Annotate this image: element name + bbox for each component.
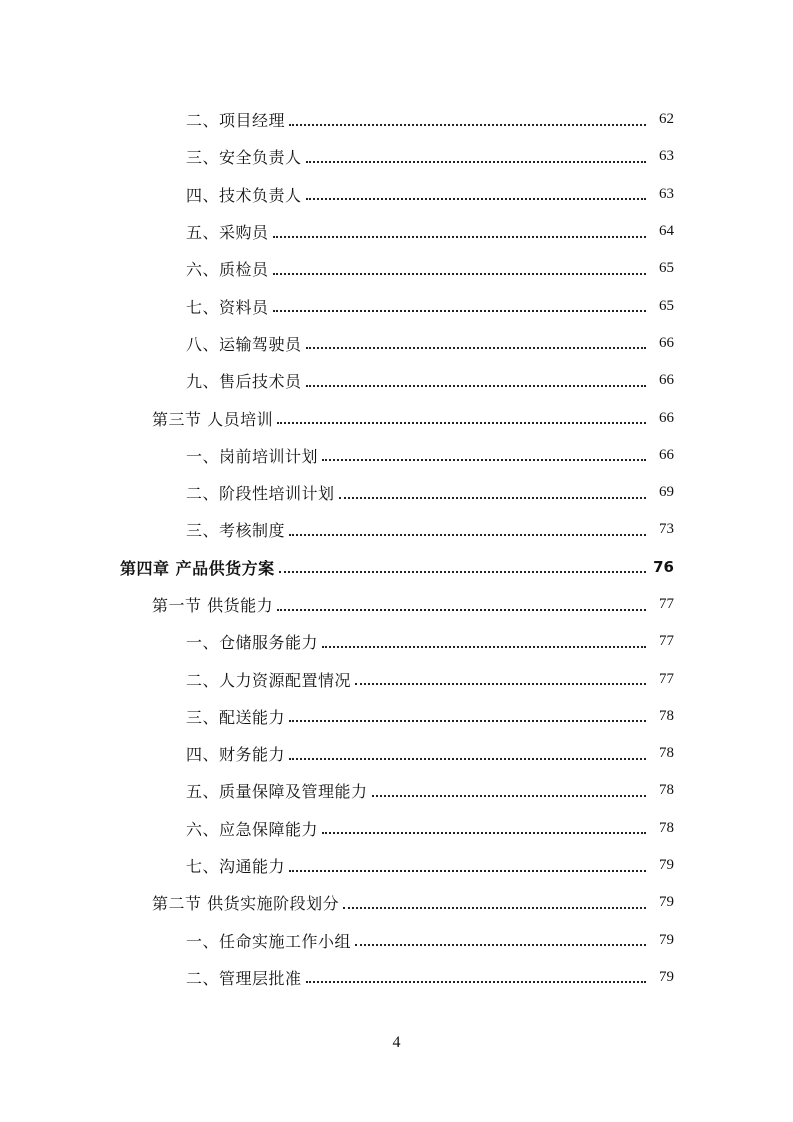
- toc-entry-page: 66: [659, 446, 674, 463]
- toc-entry-label: 三、配送能力: [186, 705, 287, 728]
- toc-entry-page: 76: [653, 558, 674, 577]
- toc-entry-page: 78: [659, 819, 674, 836]
- toc-entry-label: 四、技术负责人: [186, 183, 304, 206]
- toc-entry[interactable]: [0, 287, 793, 324]
- toc-entry-page: 65: [659, 260, 674, 277]
- toc-entry[interactable]: [0, 623, 793, 660]
- toc-section-entry[interactable]: [0, 586, 793, 623]
- toc-entry-label: 一、仓储服务能力: [186, 630, 320, 653]
- toc-dot-leader: [322, 630, 646, 648]
- toc-section-entry[interactable]: [0, 399, 793, 436]
- toc-entry-page: 73: [659, 521, 674, 538]
- toc-entry[interactable]: [0, 847, 793, 884]
- toc-entry-page: 77: [659, 596, 674, 612]
- toc-entry-page: 77: [659, 633, 674, 650]
- toc-entry-page: 66: [659, 409, 674, 426]
- toc-entry-label: 第二节 供货实施阶段划分: [152, 891, 341, 914]
- toc-dot-leader: [289, 704, 646, 722]
- toc-entry-page: 78: [659, 782, 674, 799]
- toc-dot-leader: [289, 518, 646, 536]
- toc-entry[interactable]: [0, 213, 793, 250]
- toc-entry-label: 三、考核制度: [186, 518, 287, 541]
- toc-chapter-entry[interactable]: [0, 549, 793, 586]
- toc-entry-page: 78: [659, 745, 674, 762]
- toc-entry-label: 六、质检员: [186, 257, 271, 280]
- toc-entry-page: 69: [659, 484, 674, 501]
- toc-dot-leader: [273, 257, 646, 275]
- toc-entry[interactable]: [0, 810, 793, 847]
- toc-dot-leader: [277, 593, 646, 611]
- toc-dot-leader: [273, 220, 646, 238]
- toc-entry[interactable]: [0, 735, 793, 772]
- toc-entry[interactable]: [0, 176, 793, 213]
- toc-entry-label: 一、岗前培训计划: [186, 444, 320, 467]
- toc-entry-page: 62: [659, 111, 674, 128]
- toc-dot-leader: [339, 481, 646, 499]
- toc-entry-label: 八、运输驾驶员: [186, 332, 304, 355]
- toc-section-entry[interactable]: [0, 884, 793, 921]
- toc-entry[interactable]: [0, 511, 793, 548]
- toc-dot-leader: [343, 891, 646, 909]
- toc-entry-page: 63: [659, 185, 674, 202]
- toc-entry-page: 78: [659, 707, 674, 724]
- toc-entry-label: 六、应急保障能力: [186, 817, 320, 840]
- toc-entry[interactable]: [0, 772, 793, 809]
- toc-entry-page: 79: [659, 857, 674, 874]
- toc-dot-leader: [277, 406, 646, 424]
- toc-entry-label: 七、沟通能力: [186, 854, 287, 877]
- toc-entry[interactable]: [0, 325, 793, 362]
- toc-dot-leader: [355, 667, 646, 685]
- toc-entry-page: 63: [659, 148, 674, 165]
- toc-entry-label: 第四章 产品供货方案: [120, 556, 277, 579]
- toc-entry-page: 79: [659, 968, 674, 985]
- toc-dot-leader: [355, 928, 646, 946]
- toc-dot-leader: [289, 742, 646, 760]
- toc-dot-leader: [289, 108, 646, 126]
- toc-entry-label: 二、阶段性培训计划: [186, 481, 337, 504]
- toc-entry-page: 77: [659, 670, 674, 687]
- page-number: 4: [392, 1034, 401, 1051]
- toc-dot-leader: [306, 369, 646, 387]
- toc-entry-label: 三、安全负责人: [186, 145, 304, 168]
- toc-entry[interactable]: [0, 362, 793, 399]
- toc-dot-leader: [306, 182, 646, 200]
- toc-entry-label: 二、人力资源配置情况: [186, 668, 353, 691]
- table-of-contents: [0, 101, 793, 996]
- toc-entry-label: 九、售后技术员: [186, 369, 304, 392]
- toc-entry-page: 79: [659, 894, 674, 911]
- toc-entry-label: 第一节 供货能力: [152, 593, 275, 616]
- toc-entry-page: 64: [659, 223, 674, 240]
- toc-dot-leader: [306, 965, 646, 983]
- toc-entry-page: 66: [659, 372, 674, 389]
- toc-entry[interactable]: [0, 660, 793, 697]
- toc-entry[interactable]: [0, 437, 793, 474]
- toc-entry-label: 五、质量保障及管理能力: [186, 779, 370, 802]
- toc-dot-leader: [273, 294, 646, 312]
- toc-dot-leader: [306, 331, 646, 349]
- toc-entry[interactable]: [0, 922, 793, 959]
- toc-entry[interactable]: [0, 474, 793, 511]
- toc-dot-leader: [372, 779, 646, 797]
- toc-entry-label: 五、采购员: [186, 220, 271, 243]
- toc-entry[interactable]: [0, 959, 793, 996]
- toc-entry-page: 79: [659, 931, 674, 948]
- toc-entry[interactable]: [0, 101, 793, 138]
- toc-entry[interactable]: [0, 698, 793, 735]
- toc-dot-leader: [289, 854, 646, 872]
- toc-entry-label: 七、资料员: [186, 295, 271, 318]
- toc-entry-label: 二、管理层批准: [186, 966, 304, 989]
- toc-dot-leader: [306, 145, 646, 163]
- toc-dot-leader: [279, 555, 646, 573]
- toc-entry[interactable]: [0, 250, 793, 287]
- toc-entry-label: 第三节 人员培训: [152, 407, 275, 430]
- toc-entry-label: 二、项目经理: [186, 108, 287, 131]
- toc-dot-leader: [322, 816, 646, 834]
- toc-entry-label: 一、任命实施工作小组: [186, 929, 353, 952]
- toc-entry[interactable]: [0, 138, 793, 175]
- toc-dot-leader: [322, 443, 646, 461]
- toc-entry-label: 四、财务能力: [186, 742, 287, 765]
- toc-entry-page: 66: [659, 334, 674, 351]
- toc-entry-page: 65: [659, 297, 674, 314]
